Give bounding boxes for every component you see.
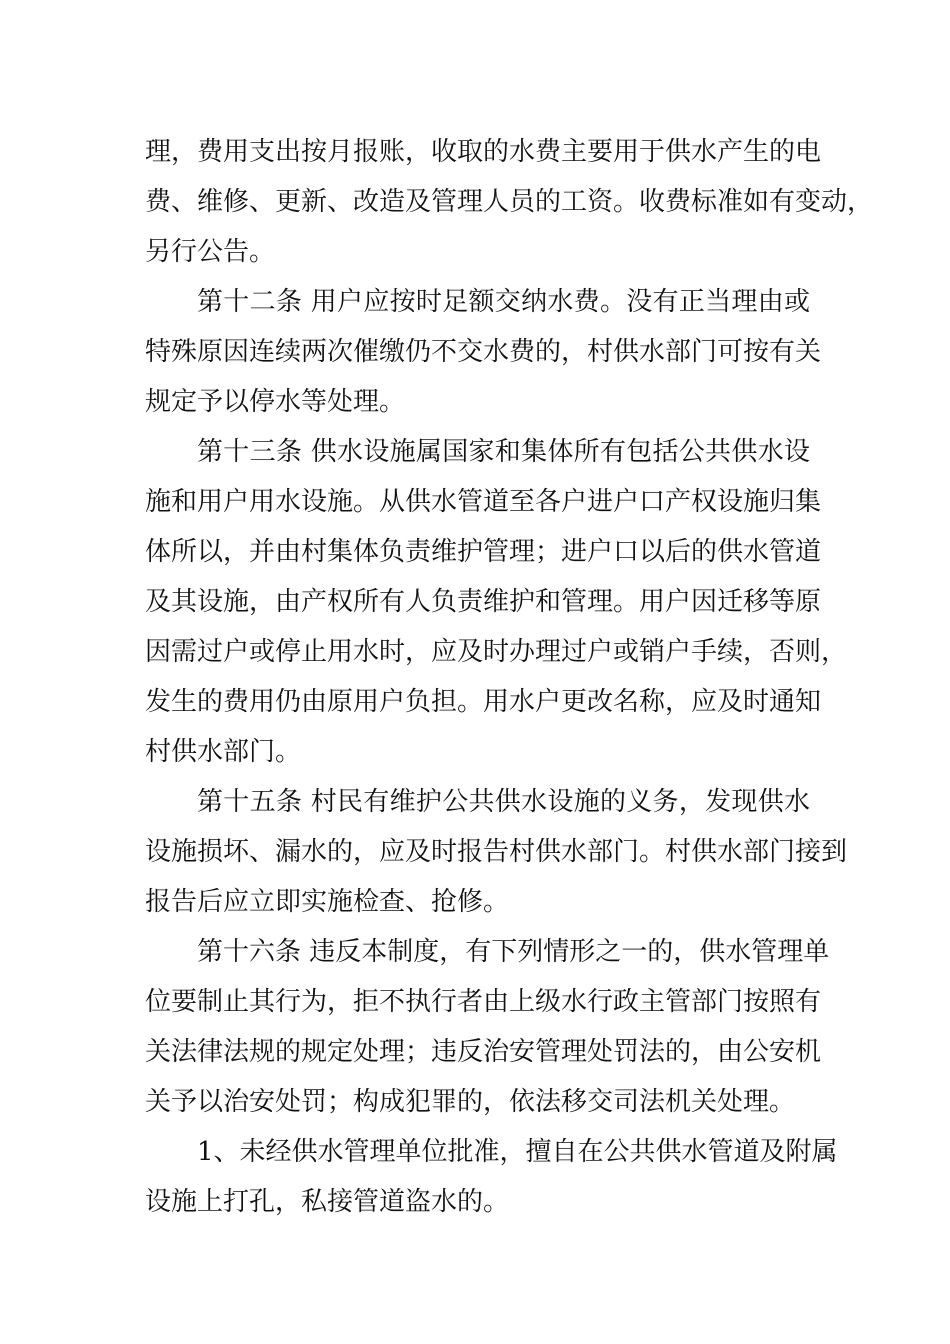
paragraph-fee-usage bbox=[145, 127, 874, 277]
paragraph-article-13 bbox=[145, 427, 848, 777]
text-line: 关予以治安处罚；构成犯罪的，依法移交司法机关处理。 bbox=[145, 1087, 796, 1117]
text-line: 体所以，并由村集体负责维护管理；进户口以后的供水管道 bbox=[145, 537, 822, 567]
text-line: 第十五条 村民有维护公共供水设施的义务，发现供水 bbox=[197, 787, 810, 817]
document-body bbox=[145, 127, 874, 1227]
text-line: 村供水部门。 bbox=[145, 737, 302, 767]
text-line: 及其设施，由产权所有人负责维护和管理。用户因迁移等原 bbox=[145, 587, 822, 617]
paragraph-item-1 bbox=[145, 1127, 838, 1227]
text-line: 规定予以停水等处理。 bbox=[145, 387, 406, 417]
text-line: 1、未经供水管理单位批准，擅自在公共供水管道及附属 bbox=[197, 1137, 838, 1167]
text-line: 设施损坏、漏水的，应及时报告村供水部门。村供水部门接到 bbox=[145, 837, 848, 867]
text-line: 第十二条 用户应按时足额交纳水费。没有正当理由或 bbox=[197, 287, 810, 317]
paragraph-article-16 bbox=[145, 927, 830, 1127]
text-line: 设施上打孔，私接管道盗水的。 bbox=[145, 1187, 510, 1217]
text-line: 第十六条 违反本制度，有下列情形之一的，供水管理单 bbox=[197, 937, 830, 967]
text-line: 理，费用支出按月报账，收取的水费主要用于供水产生的电 bbox=[145, 137, 822, 167]
text-line: 第十三条 供水设施属国家和集体所有包括公共供水设 bbox=[197, 437, 810, 467]
text-line: 报告后应立即实施检查、抢修。 bbox=[145, 887, 510, 917]
text-line: 因需过户或停止用水时，应及时办理过户或销户手续，否则， bbox=[145, 637, 848, 667]
text-line: 位要制止其行为，拒不执行者由上级水行政主管部门按照有 bbox=[145, 987, 822, 1017]
paragraph-article-15 bbox=[145, 777, 848, 927]
text-line: 发生的费用仍由原用户负担。用水户更改名称，应及时通知 bbox=[145, 687, 822, 717]
text-line: 另行公告。 bbox=[145, 237, 276, 267]
text-line: 特殊原因连续两次催缴仍不交水费的，村供水部门可按有关 bbox=[145, 337, 822, 367]
text-line: 关法律法规的规定处理；违反治安管理处罚法的，由公安机 bbox=[145, 1037, 822, 1067]
text-line: 施和用户用水设施。从供水管道至各户进户口产权设施归集 bbox=[145, 487, 822, 517]
text-line: 费、维修、更新、改造及管理人员的工资。收费标准如有变动， bbox=[145, 187, 874, 217]
paragraph-article-12 bbox=[145, 277, 822, 427]
